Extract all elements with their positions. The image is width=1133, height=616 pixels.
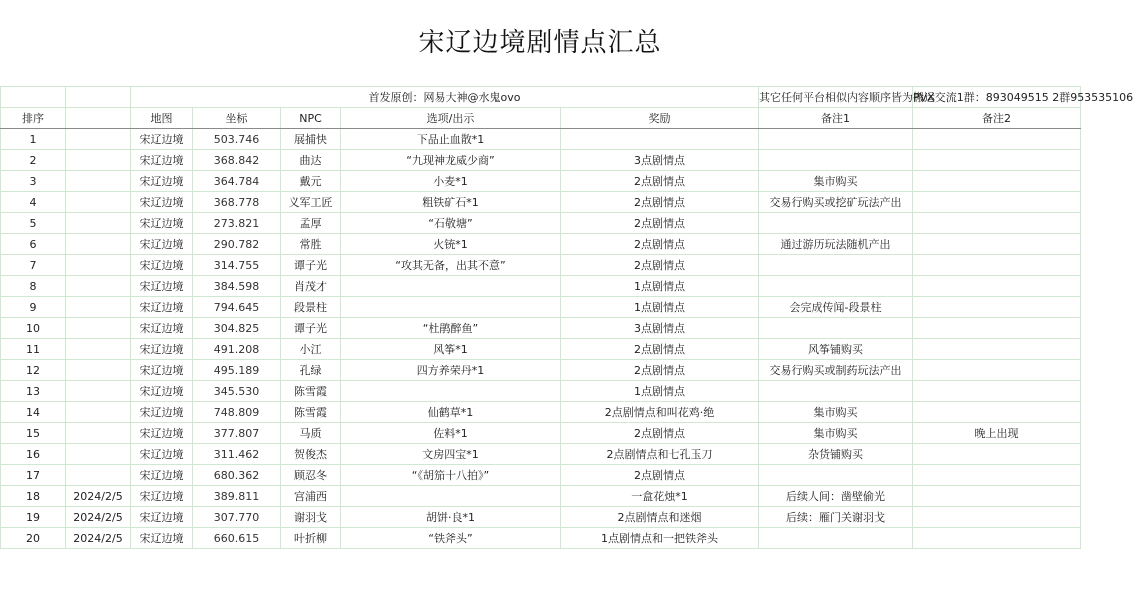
cell-reward: 2点剧情点: [561, 171, 759, 192]
cell-npc: 马质: [281, 423, 341, 444]
cell-note1: 杂货铺购买: [759, 444, 913, 465]
cell-note2: [913, 486, 1081, 507]
cell-npc: 谭子光: [281, 318, 341, 339]
cell-index: 15: [1, 423, 66, 444]
cell-option: [341, 381, 561, 402]
cell-note2: [913, 276, 1081, 297]
cell-coord: 364.784: [193, 171, 281, 192]
cell-date: [66, 339, 131, 360]
header-option: 选项/出示: [341, 108, 561, 129]
cell-date: [66, 255, 131, 276]
cell-option: 佐料*1: [341, 423, 561, 444]
cell-map: 宋辽边境: [131, 255, 193, 276]
cell-note1: [759, 381, 913, 402]
cell-reward: 3点剧情点: [561, 150, 759, 171]
cell-coord: 680.362: [193, 465, 281, 486]
cell-note1: [759, 129, 913, 150]
cell-note1: [759, 318, 913, 339]
cell-note1: [759, 465, 913, 486]
table-row: [1, 507, 1081, 528]
cell-date: [66, 423, 131, 444]
cell-coord: 660.615: [193, 528, 281, 549]
cell-npc: 谢羽戈: [281, 507, 341, 528]
cell-index: 20: [1, 528, 66, 549]
cell-index: 6: [1, 234, 66, 255]
empty-sheet-area: [0, 549, 1080, 609]
cell-map: 宋辽边境: [131, 507, 193, 528]
cell-reward: 3点剧情点: [561, 318, 759, 339]
cell-date: [66, 360, 131, 381]
cell-npc: 展捕快: [281, 129, 341, 150]
cell-coord: 304.825: [193, 318, 281, 339]
cell-note2: [913, 192, 1081, 213]
cell-date: [66, 402, 131, 423]
cell-option: 风筝*1: [341, 339, 561, 360]
cell-option: 胡饼·良*1: [341, 507, 561, 528]
cell-note2: [913, 444, 1081, 465]
cell-npc: 小江: [281, 339, 341, 360]
cell-coord: 345.530: [193, 381, 281, 402]
cell-date: [66, 276, 131, 297]
cell-npc: 孟厚: [281, 213, 341, 234]
cell-map: 宋辽边境: [131, 423, 193, 444]
table-row: [1, 150, 1081, 171]
cell-reward: 2点剧情点: [561, 465, 759, 486]
notice-empty-cell: [1, 87, 66, 108]
cell-npc: 戴元: [281, 171, 341, 192]
cell-index: 13: [1, 381, 66, 402]
header-index: 排序: [1, 108, 66, 129]
cell-date: [66, 318, 131, 339]
cell-option: “攻其无备，出其不意”: [341, 255, 561, 276]
table-row: [1, 423, 1081, 444]
notice-row: [1, 87, 1081, 108]
cell-coord: 311.462: [193, 444, 281, 465]
header-reward: 奖励: [561, 108, 759, 129]
cell-map: 宋辽边境: [131, 444, 193, 465]
cell-npc: 孔绿: [281, 360, 341, 381]
cell-note1: 交易行购买或制药玩法产出: [759, 360, 913, 381]
cell-map: 宋辽边境: [131, 318, 193, 339]
cell-date: [66, 150, 131, 171]
cell-index: 1: [1, 129, 66, 150]
cell-coord: 290.782: [193, 234, 281, 255]
cell-option: “《胡笳十八拍》”: [341, 465, 561, 486]
cell-npc: 常胜: [281, 234, 341, 255]
table-row: [1, 444, 1081, 465]
cell-index: 14: [1, 402, 66, 423]
header-map: 地图: [131, 108, 193, 129]
cell-note2: [913, 360, 1081, 381]
cell-reward: 2点剧情点和迷烟: [561, 507, 759, 528]
cell-map: 宋辽边境: [131, 465, 193, 486]
cell-npc: 贺俊杰: [281, 444, 341, 465]
cell-note2: [913, 150, 1081, 171]
cell-coord: 368.778: [193, 192, 281, 213]
cell-npc: 陈雪霞: [281, 381, 341, 402]
cell-option: “杜鹃醉鱼”: [341, 318, 561, 339]
cell-map: 宋辽边境: [131, 150, 193, 171]
cell-index: 5: [1, 213, 66, 234]
cell-date: [66, 297, 131, 318]
table-row: [1, 360, 1081, 381]
cell-option: “铁斧头”: [341, 528, 561, 549]
cell-map: 宋辽边境: [131, 297, 193, 318]
cell-reward: 2点剧情点: [561, 213, 759, 234]
cell-reward: 2点剧情点: [561, 423, 759, 444]
cell-reward: 2点剧情点: [561, 234, 759, 255]
cell-option: 仙鹤草*1: [341, 402, 561, 423]
cell-option: 小麦*1: [341, 171, 561, 192]
cell-coord: 389.811: [193, 486, 281, 507]
cell-note1: 交易行购买或挖矿玩法产出: [759, 192, 913, 213]
cell-option: [341, 486, 561, 507]
cell-reward: 2点剧情点: [561, 360, 759, 381]
table-row: [1, 528, 1081, 549]
cell-map: 宋辽边境: [131, 339, 193, 360]
cell-npc: 曲达: [281, 150, 341, 171]
cell-reward: 2点剧情点: [561, 339, 759, 360]
cell-map: 宋辽边境: [131, 129, 193, 150]
page-title: 宋辽边境剧情点汇总: [418, 28, 662, 58]
cell-note1: [759, 213, 913, 234]
table-row: [1, 381, 1081, 402]
cell-note1: 后续：雁门关谢羽戈: [759, 507, 913, 528]
header-npc: NPC: [281, 108, 341, 129]
cell-map: 宋辽边境: [131, 276, 193, 297]
table-row: [1, 339, 1081, 360]
cell-date: [66, 129, 131, 150]
cell-option: “九现神龙威少商”: [341, 150, 561, 171]
cell-note1: 集市购买: [759, 423, 913, 444]
cell-note1: 会完成传闻-段景柱: [759, 297, 913, 318]
cell-note1: 通过游历玩法随机产出: [759, 234, 913, 255]
cell-note2: [913, 507, 1081, 528]
cell-note1: [759, 150, 913, 171]
cell-option: 火铳*1: [341, 234, 561, 255]
cell-coord: 384.598: [193, 276, 281, 297]
cell-index: 17: [1, 465, 66, 486]
cell-date: [66, 381, 131, 402]
cell-map: 宋辽边境: [131, 402, 193, 423]
cell-reward: [561, 129, 759, 150]
table-row: [1, 318, 1081, 339]
cell-reward: 一盒花烛*1: [561, 486, 759, 507]
cell-map: 宋辽边境: [131, 234, 193, 255]
cell-reward: 1点剧情点: [561, 297, 759, 318]
cell-map: 宋辽边境: [131, 213, 193, 234]
cell-note1: 后续人间：凿壁偷光: [759, 486, 913, 507]
cell-reward: 2点剧情点和叫花鸡·绝: [561, 402, 759, 423]
cell-date: [66, 171, 131, 192]
cell-coord: 748.809: [193, 402, 281, 423]
cell-index: 18: [1, 486, 66, 507]
cell-note1: [759, 276, 913, 297]
header-date: [66, 108, 131, 129]
group-cell: PVX交流1群：893049515 2群953535106: [913, 87, 1081, 108]
cell-coord: 314.755: [193, 255, 281, 276]
cell-coord: 273.821: [193, 213, 281, 234]
cell-reward: 2点剧情点: [561, 255, 759, 276]
cell-note2: [913, 171, 1081, 192]
cell-date: 2024/2/5: [66, 486, 131, 507]
cell-date: [66, 213, 131, 234]
cell-note1: [759, 255, 913, 276]
cell-option: 四方养荣丹*1: [341, 360, 561, 381]
cell-note2: [913, 402, 1081, 423]
cell-map: 宋辽边境: [131, 360, 193, 381]
table-row: [1, 402, 1081, 423]
table-row: [1, 297, 1081, 318]
cell-note2: [913, 129, 1081, 150]
cell-index: 2: [1, 150, 66, 171]
cell-date: 2024/2/5: [66, 528, 131, 549]
cell-note2: [913, 255, 1081, 276]
cell-index: 3: [1, 171, 66, 192]
cell-npc: 肖茂才: [281, 276, 341, 297]
cell-map: 宋辽边境: [131, 381, 193, 402]
cell-date: [66, 444, 131, 465]
cell-option: 下品止血散*1: [341, 129, 561, 150]
cell-index: 10: [1, 318, 66, 339]
cell-map: 宋辽边境: [131, 486, 193, 507]
cell-reward: 1点剧情点: [561, 381, 759, 402]
cell-npc: 陈雪霞: [281, 402, 341, 423]
cell-coord: 368.842: [193, 150, 281, 171]
cell-coord: 503.746: [193, 129, 281, 150]
cell-date: [66, 234, 131, 255]
header-coord: 坐标: [193, 108, 281, 129]
cell-coord: 495.189: [193, 360, 281, 381]
cell-index: 11: [1, 339, 66, 360]
cell-coord: 307.770: [193, 507, 281, 528]
table-row: [1, 465, 1081, 486]
cell-index: 16: [1, 444, 66, 465]
header-row: [1, 108, 1081, 129]
cell-note2: [913, 297, 1081, 318]
cell-reward: 2点剧情点和七孔玉刀: [561, 444, 759, 465]
cell-date: [66, 192, 131, 213]
cell-note2: 晚上出现: [913, 423, 1081, 444]
header-note1: 备注1: [759, 108, 913, 129]
cell-note2: [913, 318, 1081, 339]
cell-reward: 1点剧情点: [561, 276, 759, 297]
cell-note1: 风筝铺购买: [759, 339, 913, 360]
credit-cell: 首发原创：网易大神@水鬼ovo: [131, 87, 759, 108]
cell-note2: [913, 339, 1081, 360]
cell-npc: 叶折柳: [281, 528, 341, 549]
cell-index: 12: [1, 360, 66, 381]
cell-npc: 谭子光: [281, 255, 341, 276]
cell-npc: 义军工匠: [281, 192, 341, 213]
cell-index: 19: [1, 507, 66, 528]
cell-date: [66, 465, 131, 486]
cell-npc: 宫浦西: [281, 486, 341, 507]
table-row: [1, 234, 1081, 255]
cell-note2: [913, 213, 1081, 234]
cell-index: 4: [1, 192, 66, 213]
cell-reward: 1点剧情点和一把铁斧头: [561, 528, 759, 549]
table-row: [1, 171, 1081, 192]
cell-note1: 集市购买: [759, 171, 913, 192]
cell-option: 粗铁矿石*1: [341, 192, 561, 213]
table-row: [1, 276, 1081, 297]
cell-index: 9: [1, 297, 66, 318]
cell-index: 8: [1, 276, 66, 297]
cell-note1: [759, 528, 913, 549]
cell-option: “石敬塘”: [341, 213, 561, 234]
warning-cell: 其它任何平台相似内容顺序皆为搬运: [759, 87, 913, 108]
table-row: [1, 129, 1081, 150]
cell-note2: [913, 234, 1081, 255]
cell-option: [341, 276, 561, 297]
notice-empty-cell: [66, 87, 131, 108]
cell-note1: 集市购买: [759, 402, 913, 423]
cell-option: [341, 297, 561, 318]
cell-index: 7: [1, 255, 66, 276]
table-row: [1, 255, 1081, 276]
cell-note2: [913, 528, 1081, 549]
cell-note2: [913, 465, 1081, 486]
cell-reward: 2点剧情点: [561, 192, 759, 213]
header-note2: 备注2: [913, 108, 1081, 129]
table-row: [1, 486, 1081, 507]
cell-coord: 794.645: [193, 297, 281, 318]
cell-map: 宋辽边境: [131, 171, 193, 192]
cell-option: 文房四宝*1: [341, 444, 561, 465]
cell-map: 宋辽边境: [131, 528, 193, 549]
table-row: [1, 192, 1081, 213]
cell-coord: 377.807: [193, 423, 281, 444]
cell-map: 宋辽边境: [131, 192, 193, 213]
table-row: [1, 213, 1081, 234]
cell-note2: [913, 381, 1081, 402]
cell-date: 2024/2/5: [66, 507, 131, 528]
cell-npc: 段景柱: [281, 297, 341, 318]
cell-coord: 491.208: [193, 339, 281, 360]
cell-npc: 顾忍冬: [281, 465, 341, 486]
plot-points-table: [0, 86, 1133, 549]
